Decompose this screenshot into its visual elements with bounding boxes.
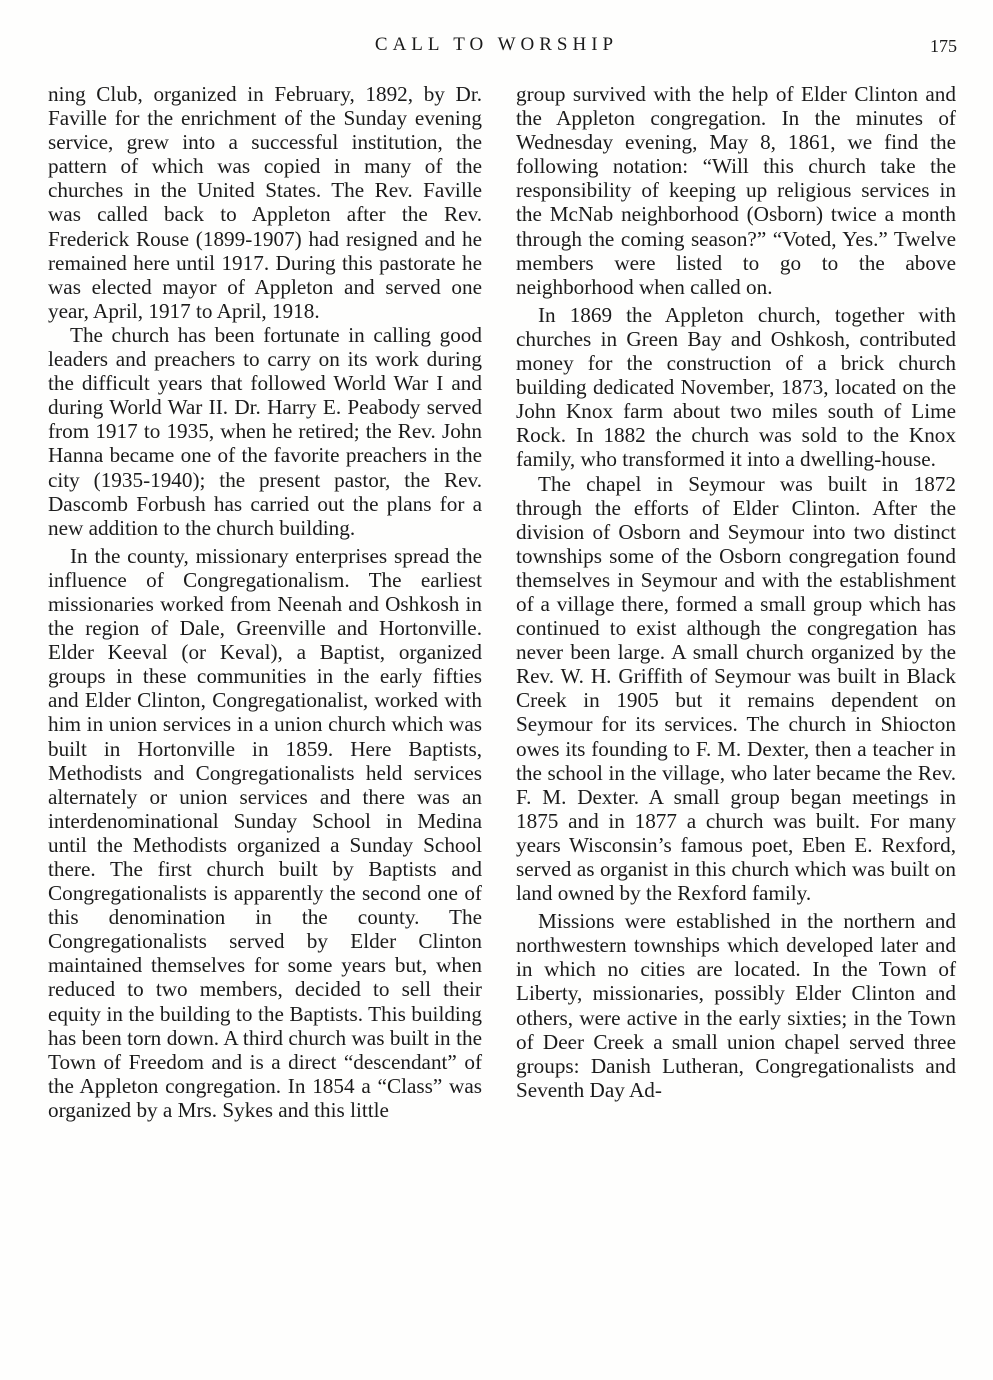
paragraph: In the county, missionary enterprises spread the influence of Congregationalism. The earliest missionaries worked from Neenah and Oshkosh in the region of Dale, Greenville and Hortonville. Elder Keeval (or Keval), a Baptist, organized groups in these communities in the early fifties and Elder Clinton, Congregationalist, worked with him in union services in a union church which was built in Hortonville in 1859. Here Baptists, Methodists and Congregationalists held services alternately or union services and there was an interdenominational Sunday School in Medina until the Methodists organized a Sunday School there. The first church built by Baptists and Congregationalists is apparently the second one of this denomination in the county. The Congregationalists served by Elder Clinton maintained themselves for some years but, when reduced to two members, decided to sell their equity in the building to the Baptists. This building has been torn down. A third church was built in the Town of Freedom and is a direct “descendant” of the Appleton congregation. In 1854 a “Class” was organized by a Mrs. Sykes and this little: [48, 543, 482, 1122]
running-header: [0, 34, 993, 60]
left-column: [48, 82, 482, 1122]
paragraph: group survived with the help of Elder Clinton and the Appleton congregation. In the minutes of Wednesday evening, May 8, 1861, we find the following notation: “Will this church take the responsibility of keeping up religious services in the McNab neighborhood (Osborn) twice a month through the coming season?” “Voted, Yes.” Twelve members were listed to go to the above neighborhood when called on.: [516, 82, 956, 299]
running-title: CALL TO WORSHIP: [374, 34, 619, 55]
paragraph: The chapel in Seymour was built in 1872 through the efforts of Elder Clinton. After the division of Osborn and Seymour into two distinct townships some of the Osborn congregation found themselves in Seymour and with the establishment of a village there, formed a small group which has continued to exist although the congregation has never been large. A small church organized by the Rev. W. H. Griffith of Seymour was built in Black Creek in 1905 but it remains dependent on Seymour for its services. The church in Shiocton owes its founding to F. M. Dexter, then a teacher in the school in the village, who later became the Rev. F. M. Dexter. A small group began meetings in 1875 and in 1877 a church was built. For many years Wisconsin’s famous poet, Eben E. Rexford, served as organist in this church which was built on land owned by the Rexford family.: [516, 471, 956, 906]
paragraph: ning Club, organized in February, 1892, by Dr. Faville for the enrichment of the Sunday evening service, grew into a successful institution, the pattern of which was copied in many of the churches in the United States. The Rev. Faville was called back to Appleton after the Rev. Frederick Rouse (1899-1907) had resigned and he remained here until 1917. During this pastorate he was elected mayor of Appleton and served one year, April, 1917 to April, 1918.: [48, 82, 482, 323]
paragraph: Missions were established in the northern and northwestern townships which developed later and in which no cities are located. In the Town of Liberty, missionaries, possibly Elder Clinton and others, were active in the early sixties; in the Town of Deer Creek a small union chapel served three groups: Danish Lutheran, Congregationalists and Seventh Day Ad-: [516, 909, 956, 1102]
paragraph: The church has been fortunate in calling good leaders and preachers to carry on its work during the difficult years that followed World War I and during World War II. Dr. Harry E. Peabody served from 1917 to 1935, when he retired; the Rev. John Hanna became one of the favorite preachers in the city (1935-1940); the present pastor, the Rev. Dascomb Forbush has carried out the plans for a new addition to the church building.: [48, 322, 482, 540]
right-column: [516, 82, 956, 1102]
paragraph: In 1869 the Appleton church, together with churches in Green Bay and Oshkosh, contributed money for the construction of a brick church building dedicated November, 1873, located on the John Knox farm about two miles south of Lime Rock. In 1882 the church was sold to the Knox family, who transformed it into a dwelling-house.: [516, 302, 956, 472]
page-number: 175: [930, 36, 957, 56]
